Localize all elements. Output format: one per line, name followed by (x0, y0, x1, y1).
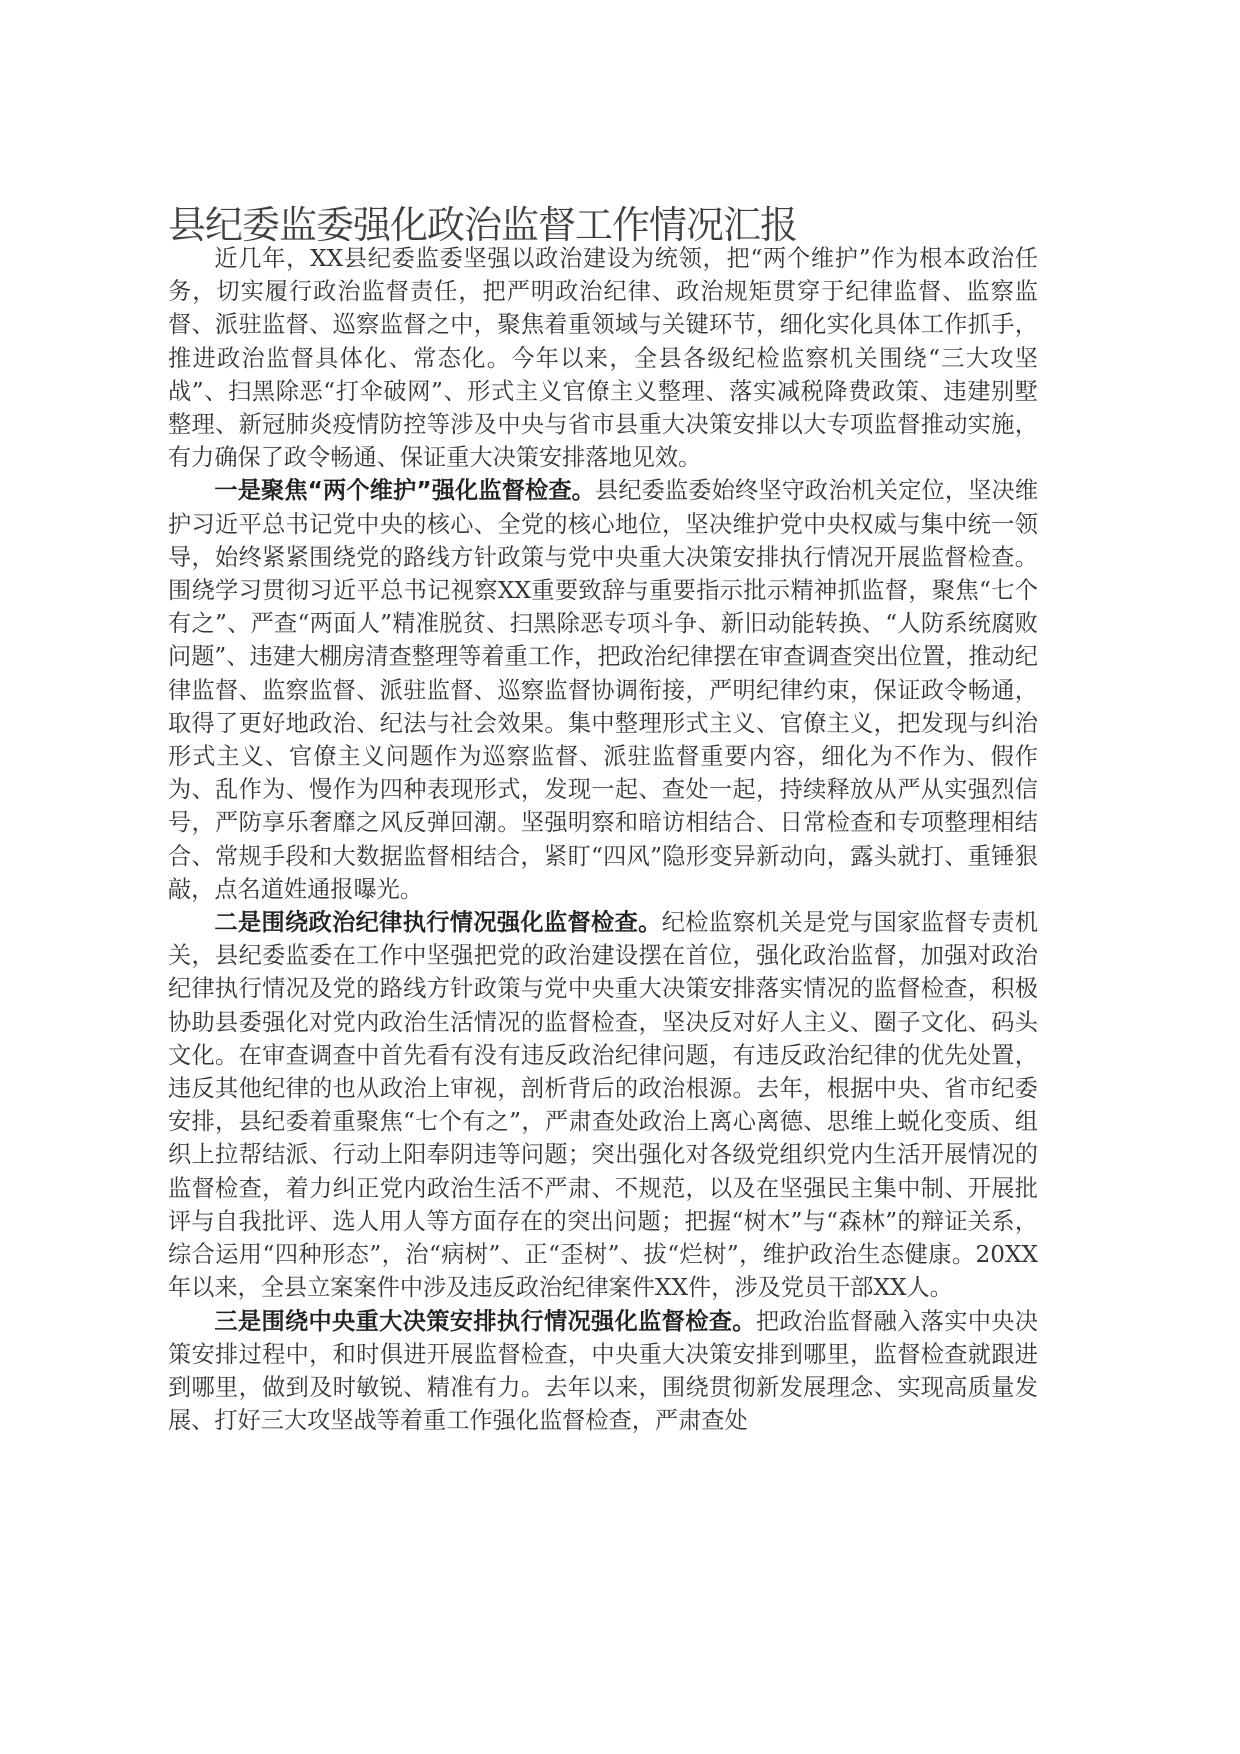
paragraph-text: 县纪委监委始终坚守政治机关定位，坚决维护习近平总书记党中央的核心、全党的核心地位，坚决维护党中央权威与集中统一领导，始终紧紧围绕党的路线方针政策与党中央重大决策安排执行情况开展监督检查。围绕学习贯彻习近平总书记视察XX重要致辞与重要指示批示精神抓监督，聚焦“七个有之”、严查“两面人”精准脱贫、扫黑除恶专项斗争、新旧动能转换、“人防系统腐败问题”、违建大棚房清查整理等着重工作，把政治纪律摆在审查调查突出位置，推动纪律监督、监察监督、派驻监督、巡察监督协调衔接，严明纪律约束，保证政令畅通，取得了更好地政治、纪法与社会效果。集中整理形式主义、官僚主义，把发现与纠治形式主义、官僚主义问题作为巡察监督、派驻监督重要内容，细化为不作为、假作为、乱作为、慢作为四种表现形式，发现一起、查处一起，持续释放从严从实强烈信号，严防享乐奢靡之风反弹回潮。坚强明察和暗访相结合、日常检查和专项整理相结合、常规手段和大数据监督相结合，紧盯“四风”隐形变异新动向，露头就打、重锤狠敲，点名道姓通报曝光。 (168, 477, 1039, 903)
paragraph-lead: 二是围绕政治纪律执行情况强化监督检查。 (214, 909, 662, 937)
paragraph-section-3 (168, 1305, 1038, 1438)
paragraph-text: 纪检监察机关是党与国家监督专责机关，县纪委监委在工作中坚强把党的政治建设摆在首位，强化政治监督，加强对政治纪律执行情况及党的路线方针政策与党中央重大决策安排落实情况的监督检查，积极协助县委强化对党内政治生活情况的监督检查，坚决反对好人主义、圈子文化、码头文化。在审查调查中首先看有没有违反政治纪律问题，有违反政治纪律的优先处置，违反其他纪律的也从政治上审视，剖析背后的政治根源。去年，根据中央、省市纪委安排，县纪委着重聚焦“七个有之”，严肃查处政治上离心离德、思维上蜕化变质、组织上拉帮结派、行动上阳奉阴违等问题；突出强化对各级党组织党内生活开展情况的监督检查，着力纠正党内政治生活不严肃、不规范，以及在坚强民主集中制、开展批评与自我批评、选人用人等方面存在的突出问题；把握“树木”与“森林”的辩证关系，综合运用“四种形态”，治“病树”、正“歪树”、拔“烂树”，维护政治生态健康。20XX年以来，全县立案案件中涉及违反政治纪律案件XX件，涉及党员干部XX人。 (168, 909, 1039, 1302)
paragraph-intro (168, 242, 1038, 474)
paragraph-text: 把政治监督融入落实中央决策安排过程中，和时俱进开展监督检查，中央重大决策安排到哪里，监督检查就跟进到哪里，做到及时敏锐、精准有力。去年以来，围绕贯彻新发展理念、实现高质量发展、打好三大攻坚战等着重工作强化监督检查，严肃查处 (168, 1307, 1039, 1435)
paragraph-text: 近几年，XX县纪委监委坚强以政治建设为统领，把“两个维护”作为根本政治任务，切实履行政治监督责任，把严明政治纪律、政治规矩贯穿于纪律监督、监察监督、派驻监督、巡察监督之中，聚焦着重领域与关键环节，细化实化具体工作抓手，推进政治监督具体化、常态化。今年以来，全县各级纪检监察机关围绕“三大攻坚战”、扫黑除恶“打伞破网”、形式主义官僚主义整理、落实减税降费政策、违建别墅整理、新冠肺炎疫情防控等涉及中央与省市县重大决策安排以大专项监督推动实施，有力确保了政令畅通、保证重大决策安排落地见效。 (168, 245, 1038, 472)
document-title: 县纪委监委强化政治监督工作情况汇报 (168, 203, 798, 247)
paragraph-lead: 三是围绕中央重大决策安排执行情况强化监督检查。 (214, 1307, 756, 1335)
paragraph-section-2 (168, 906, 1038, 1304)
paragraph-lead: 一是聚焦“两个维护”强化监督检查。 (214, 477, 595, 505)
document-body (168, 242, 1038, 1437)
paragraph-section-1 (168, 474, 1038, 906)
